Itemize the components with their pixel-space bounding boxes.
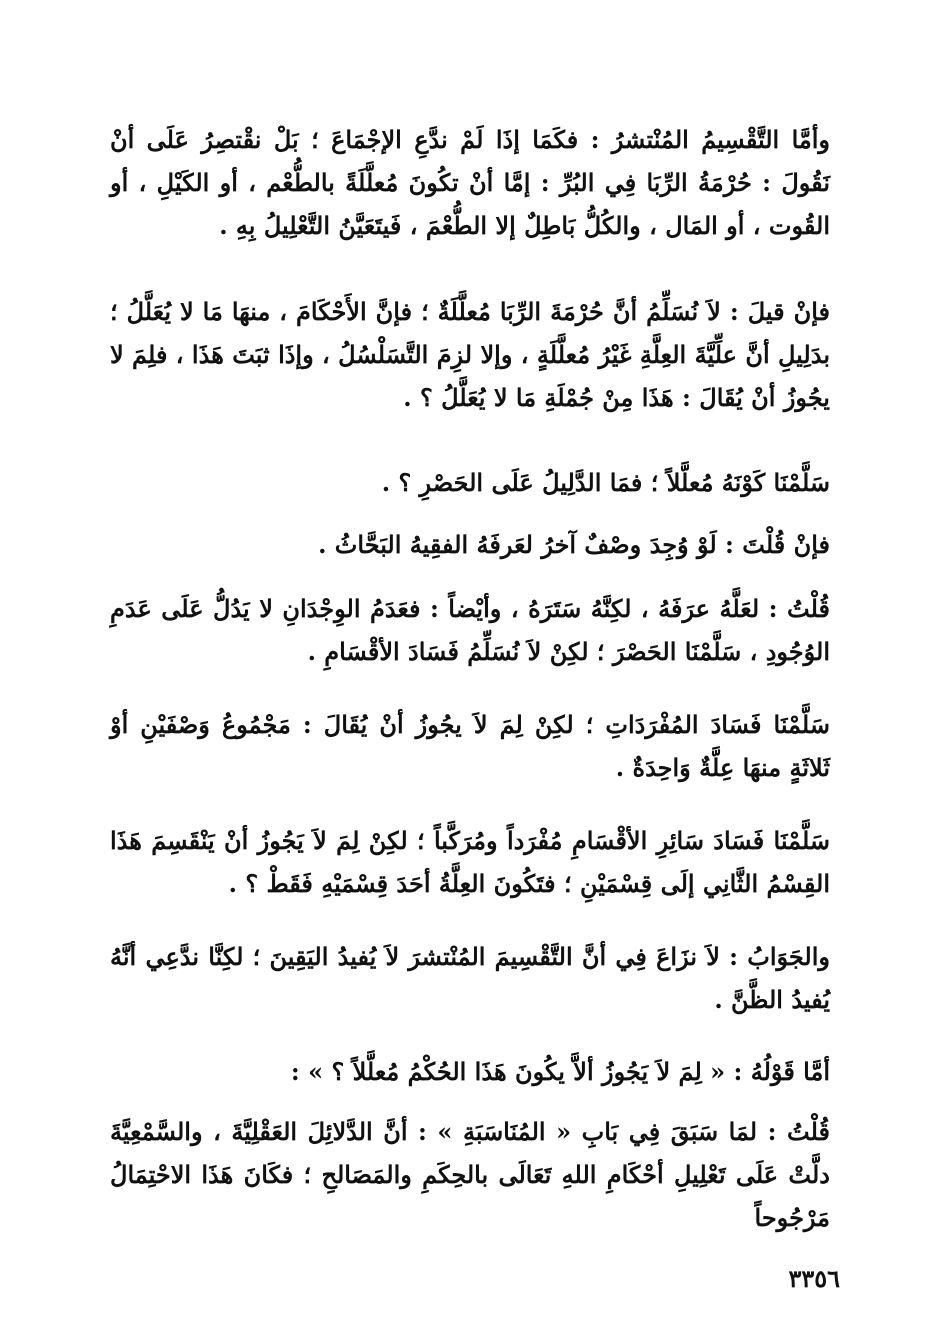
text-paragraph-7: سَلَّمْنَا فَسَادَ سَائِرِ الأقْسَامِ مُفْرَداً ومُرَكَّباً ؛ لكِنْ لِمَ لاَ يَجُوزُ أنْ يَنْقَسِمَ هَذَا القِسْمُ الثَّانِي إلَى قِسْمَيْنِ ؛ فتَكُونَ العِلَّةُ أحَدَ قِسْمَيْهِ فَقَطْ ؟ . [110, 826, 830, 898]
text-paragraph-4: فإنْ قُلْتَ : لَوْ وُجِدَ وصْفٌ آخرُ لعَرفَهُ الفقِيهُ البَحَّاثُ . [318, 530, 830, 559]
page-number: ٣٣٥٦ [788, 1264, 840, 1293]
text-paragraph-6: سَلَّمْنَا فَسَادَ المُفْرَدَاتِ ؛ لكِنْ لِمَ لاَ يجُوزُ أنْ يُقَالَ : مَجْمُوعُ وَصْفَيْنِ أوْ ثَلاثَةٍ منهَا عِلَّةٌ وَاحِدَةٌ . [110, 710, 830, 782]
text-paragraph-2: فإنْ قيلَ : لاَ نُسَلِّمُ أنَّ حُرْمَةَ الرِّبَا مُعلَّلَةٌ ؛ فإنَّ الأَحْكَامَ ، منهَا مَا لا يُعَلَّلُ ؛ بدَلِيلِ أنَّ علِّيَّةَ العِلَّةِ غَيْرُ مُعلَّلَةٍ ، وإلا لزِمَ التَّسَلْسُلُ ، وإذَا ثبَتَ هَذَا ، فلِمَ لا يجُوزُ أنْ يُقَالَ : هَذَا مِنْ جُمْلَةِ مَا لا يُعَلَّلُ ؟ . [110, 297, 830, 412]
text-paragraph-10: قُلْتُ : لمَا سَبَقَ فِي بَابِ « المُنَاسَبَةِ » : أنَّ الدَّلائِلَ العَقْلِيَّةَ ، والسَّمْعِيَّةَ دلَّتْ عَلَى تَعْلِيلِ أحْكَامِ اللهِ تَعَالَى بالحِكَمِ والمَصَالحِ ؛ فكَانَ هَذَا الاحْتِمَالُ مَرْجُوحاً [110, 1117, 830, 1232]
text-paragraph-9: أمَّا قَوْلُهُ : « لِمَ لاَ يَجُوزُ ألاَّ يكُونَ هَذَا الحُكْمُ مُعلَّلاً ؟ » : [290, 1057, 830, 1086]
text-paragraph-3: سَلَّمْنَا كَوْنَهُ مُعلَّلاً ؛ فمَا الدَّلِيلُ عَلَى الحَصْرِ ؟ . [381, 468, 830, 497]
text-paragraph-1: وأمَّا التَّقْسِيمُ المُنْتشرُ : فكَمَا إذَا لَمْ ندَّعِ الإجْمَاعَ ؛ بَلْ نقْتصِرُ عَلَى أنْ نَقُولَ : حُرْمَةُ الرِّبَا فِي البُرِّ : إمَّا أنْ تكُونَ مُعلَّلَةً بالطُّعْم ، أو الكَيْلِ ، أو القُوت ، أو المَال ، والكُلُّ بَاطِلٌ إلا الطُّعْمَ ، فَيتَعَيَّنُ التَّعْلِيلُ بِهِ . [110, 125, 830, 240]
text-paragraph-5: قُلْتُ : لعَلَّهُ عرَفَهُ ، لكِنَّهُ سَتَرَهُ ، وأيْضاً : فعَدَمُ الوِجْدَانِ لا يَدُلُّ عَلَى عَدَمِ الوُجُودِ ، سَلَّمْنَا الحَصْرَ ؛ لكِنْ لاَ نُسَلِّمُ فَسَادَ الأقْسَامِ . [110, 594, 830, 666]
text-paragraph-8: والجَوَابُ : لاَ نزَاعَ فِي أنَّ التَّقْسِيمَ المُنْتشرَ لاَ يُفيدُ اليَقِينَ ؛ لكِنَّا ندَّعِي أنَّهُ يُفيدُ الظَّنَّ . [110, 942, 830, 1014]
